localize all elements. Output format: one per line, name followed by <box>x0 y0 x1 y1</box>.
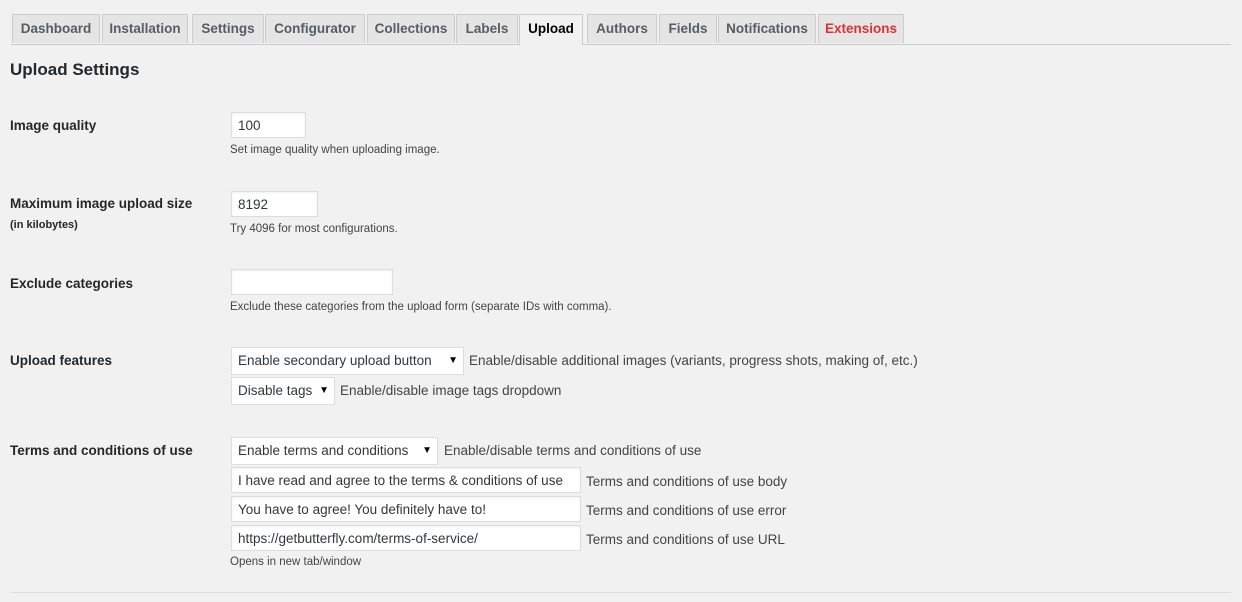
secondary-upload-button-select-value: Enable secondary upload button <box>238 353 432 368</box>
tags-select[interactable] <box>231 377 335 405</box>
terms-error-description: Terms and conditions of use error <box>586 503 787 518</box>
max-upload-size-description: Try 4096 for most configurations. <box>230 223 398 235</box>
terms-body-input[interactable] <box>231 467 581 493</box>
max-upload-size-label: Maximum image upload size <box>10 196 193 211</box>
terms-label: Terms and conditions of use <box>10 443 193 458</box>
image-quality-label: Image quality <box>10 118 97 133</box>
tab-labels[interactable]: Labels <box>456 14 518 43</box>
tab-notifications[interactable]: Notifications <box>718 14 816 43</box>
settings-tab-bar <box>11 14 1231 45</box>
tab-configurator[interactable]: Configurator <box>265 14 365 43</box>
terms-url-note: Opens in new tab/window <box>230 556 362 568</box>
section-divider <box>11 592 1231 593</box>
chevron-down-icon: ▼ <box>448 355 458 366</box>
terms-url-input[interactable] <box>231 525 581 551</box>
tab-settings[interactable]: Settings <box>192 14 264 43</box>
terms-url-description: Terms and conditions of use URL <box>586 532 785 547</box>
tags-select-value: Disable tags <box>238 383 313 398</box>
tab-installation[interactable]: Installation <box>102 14 188 43</box>
tab-extensions[interactable]: Extensions <box>818 14 904 43</box>
terms-enable-description: Enable/disable terms and conditions of use <box>444 443 702 458</box>
terms-enable-select-value: Enable terms and conditions <box>238 443 409 458</box>
image-quality-input[interactable] <box>231 112 306 138</box>
page-title: Upload Settings <box>10 60 140 79</box>
secondary-upload-button-select[interactable] <box>231 347 464 375</box>
max-upload-size-sublabel: (in kilobytes) <box>10 219 78 231</box>
tab-collections[interactable]: Collections <box>367 14 455 43</box>
exclude-categories-label: Exclude categories <box>10 276 134 291</box>
terms-error-input[interactable] <box>231 496 581 522</box>
exclude-categories-input[interactable] <box>231 269 393 295</box>
chevron-down-icon: ▼ <box>422 445 432 456</box>
exclude-categories-description: Exclude these categories from the upload form (separate IDs with comma). <box>230 301 612 313</box>
tags-description: Enable/disable image tags dropdown <box>340 383 562 398</box>
tab-upload[interactable]: Upload <box>519 14 583 45</box>
secondary-upload-button-description: Enable/disable additional images (variants, progress shots, making of, etc.) <box>469 353 918 368</box>
terms-body-description: Terms and conditions of use body <box>586 474 788 489</box>
tab-dashboard[interactable]: Dashboard <box>12 14 100 43</box>
tab-fields[interactable]: Fields <box>659 14 717 43</box>
chevron-down-icon: ▼ <box>319 385 329 396</box>
max-upload-size-input[interactable] <box>231 191 318 217</box>
upload-features-label: Upload features <box>10 353 113 368</box>
image-quality-description: Set image quality when uploading image. <box>230 144 440 156</box>
tab-authors[interactable]: Authors <box>587 14 657 43</box>
terms-enable-select[interactable] <box>231 437 438 465</box>
